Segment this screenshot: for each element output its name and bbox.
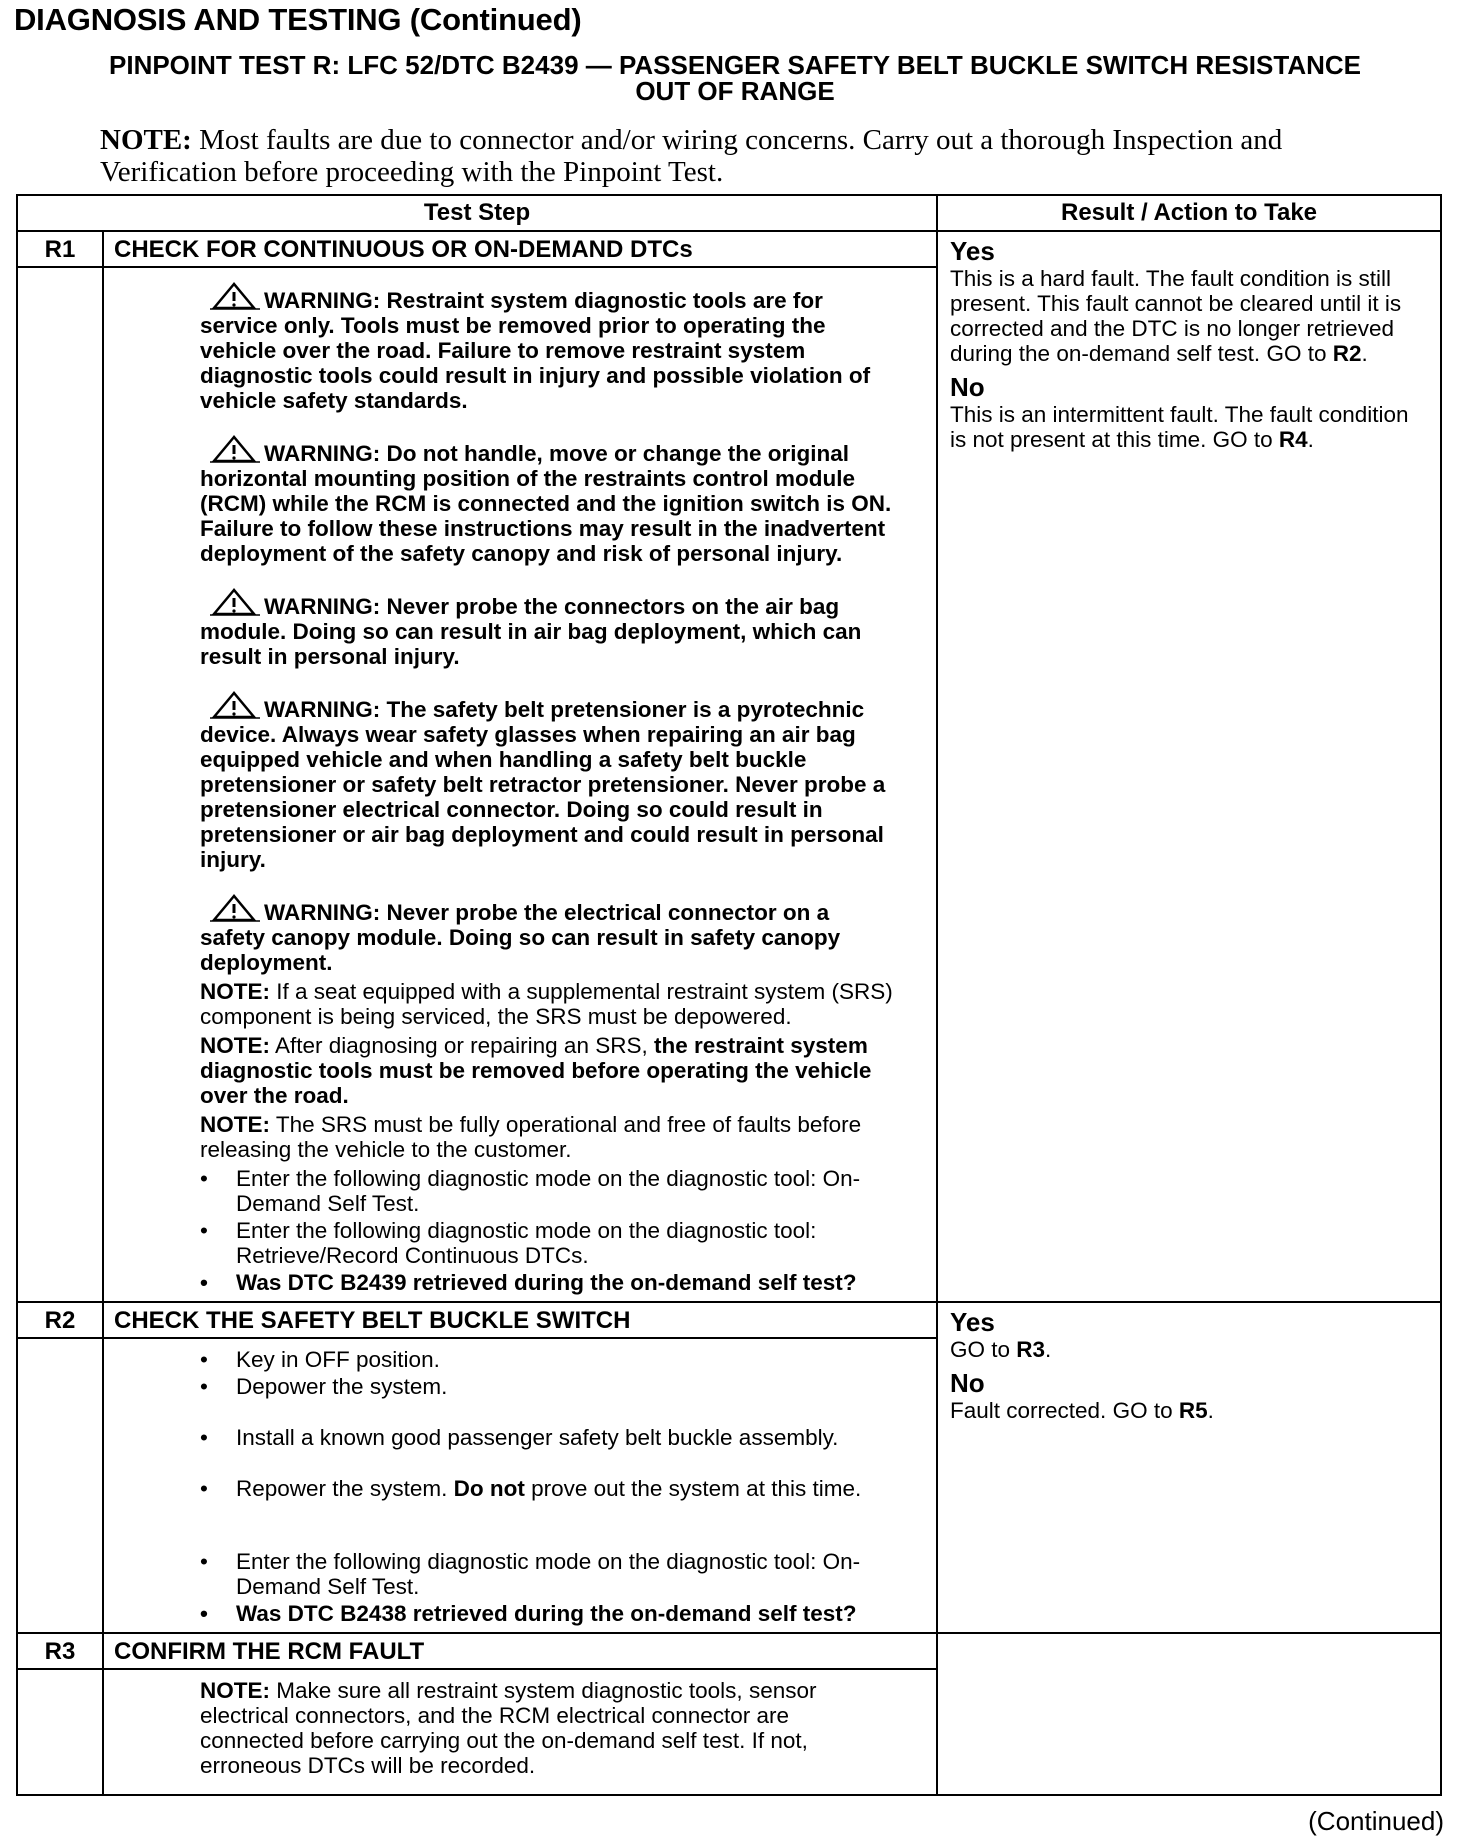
r2-bullet-question: • Was DTC B2438 retrieved during the on-demand self test? [200,1601,896,1626]
step-title-r1: CHECK FOR CONTINUOUS OR ON-DEMAND DTCs [103,231,937,267]
result-r1-yes-label: Yes [950,236,995,266]
r1-bullet-on-demand: • Enter the following diagnostic mode on the diagnostic tool: On-Demand Self Test. [200,1166,896,1216]
goto-r2-link[interactable]: R2 [1332,341,1362,366]
r2-bullet-on-demand: • Enter the following diagnostic mode on the diagnostic tool: On-Demand Self Test. [200,1549,896,1599]
step-id-spacer [17,267,103,1302]
r2-bullet-depower: • Depower the system. [200,1374,896,1399]
warning-triangle-icon [210,435,264,465]
result-r2-no-label: No [950,1368,985,1398]
result-r3 [937,1633,1441,1795]
warning-3: WARNING: Never probe the connectors on the air bag module. Doing so can result in air bag deployment, which can result in personal injury. [200,588,896,669]
warning-1: WARNING: Restraint system diagnostic tools are for service only. Tools must be removed prior to operating the vehicle over the road. Failure to remove restraint system diagnostic tools could result in injury and possible violation of vehicle safety standards. [200,282,896,413]
step-r3-title-row [17,1633,1441,1669]
step-title-r3: CONFIRM THE RCM FAULT [103,1633,937,1669]
goto-r5-link[interactable]: R5 [1178,1398,1208,1423]
intro-note [100,124,1300,188]
r2-bullet-key-off: • Key in OFF position. [200,1347,896,1372]
step-r2-body [103,1338,937,1633]
warning-triangle-icon [210,691,264,721]
step-id-spacer [17,1338,103,1633]
step-r2-title-row [17,1302,1441,1338]
r1-bullet-question: • Was DTC B2439 retrieved during the on-demand self test? [200,1270,896,1295]
note-remove-tools: NOTE: After diagnosing or repairing an SRS, the restraint system diagnostic tools must be removed before operating the vehicle over the road. [200,1033,872,1108]
result-r1 [937,231,1441,1302]
step-title-r2: CHECK THE SAFETY BELT BUCKLE SWITCH [103,1302,937,1338]
warning-triangle-icon [210,894,264,924]
note-srs-depower: NOTE: If a seat equipped with a supplemental restraint system (SRS) component is being serviced, the SRS must be depowered. [200,979,893,1029]
result-r2-yes-text: GO to R3. [950,1337,1052,1362]
step-id-r1: R1 [17,231,103,267]
warning-triangle-icon [210,282,264,312]
note-srs-operational: NOTE: The SRS must be fully operational and free of faults before releasing the vehicle to the customer. [200,1112,862,1162]
step-id-r2: R2 [17,1302,103,1338]
step-r1-body [103,267,937,1302]
warning-4: WARNING: The safety belt pretensioner is a pyrotechnic device. Always wear safety glasses when repairing an air bag equipped vehicle and when handling a safety belt buckle pretensioner or safety belt retractor pretensioner. Never probe a pretensioner electrical connector. Doing so could result in pretensioner or air bag deployment and could result in personal injury. [200,691,896,872]
r2-bullet-install: • Install a known good passenger safety belt buckle assembly. [200,1425,896,1450]
test-title-line-2: OUT OF RANGE [635,76,835,106]
pinpoint-test-table [16,194,1442,1796]
result-r1-no-label: No [950,372,985,402]
step-r1-title-row [17,231,1441,267]
step-id-spacer [17,1669,103,1795]
result-r2-no-text: Fault corrected. GO to R5. [950,1398,1214,1423]
warning-2: WARNING: Do not handle, move or change the original horizontal mounting position of the restraints control module (RCM) while the RCM is connected and the ignition switch is ON. Failure to follow these instructions may result in the inadvertent deployment of the safety canopy and risk of personal injury. [200,435,896,566]
result-r1-no-text: This is an intermittent fault. The fault condition is not present at this time. GO to R4. [950,402,1409,452]
goto-r4-link[interactable]: R4 [1278,427,1308,452]
page-title: DIAGNOSIS AND TESTING (Continued) [14,2,582,37]
note-connectors: NOTE: Make sure all restraint system diagnostic tools, sensor electrical connectors, and the RCM electrical connector are connected before carrying out the on-demand self test. If not, erroneous DTCs will be recorded. [200,1678,817,1778]
result-r1-yes-text: This is a hard fault. The fault condition is still present. This fault cannot be cleared until it is corrected and the DTC is no longer retrieved during the on-demand self test. GO to R2. [950,266,1402,366]
intro-note-label: NOTE: [100,124,192,156]
result-r2-yes-label: Yes [950,1307,995,1337]
goto-r3-link[interactable]: R3 [1016,1337,1046,1362]
table-header-row [17,195,1441,231]
r2-bullet-repower: • Repower the system. Do not prove out the system at this time. [200,1476,896,1501]
result-r2 [937,1302,1441,1633]
pinpoint-test-title [20,52,1450,104]
r1-bullet-continuous: • Enter the following diagnostic mode on the diagnostic tool: Retrieve/Record Continuous DTCs. [200,1218,896,1268]
test-title-line-1: PINPOINT TEST R: LFC 52/DTC B2439 — PASSENGER SAFETY BELT BUCKLE SWITCH RESISTANCE [109,50,1361,80]
warning-5: WARNING: Never probe the electrical connector on a safety canopy module. Doing so can result in safety canopy deployment. [200,894,896,975]
continued-label: (Continued) [1308,1806,1444,1836]
step-id-r3: R3 [17,1633,103,1669]
header-result: Result / Action to Take [937,195,1441,231]
warning-triangle-icon [210,588,264,618]
intro-note-text: Most faults are due to connector and/or wiring concerns. Carry out a thorough Inspection and Verification before proceeding with the Pinpoint Test. [100,124,1283,188]
header-test-step: Test Step [17,195,937,231]
step-r3-body [103,1669,937,1795]
